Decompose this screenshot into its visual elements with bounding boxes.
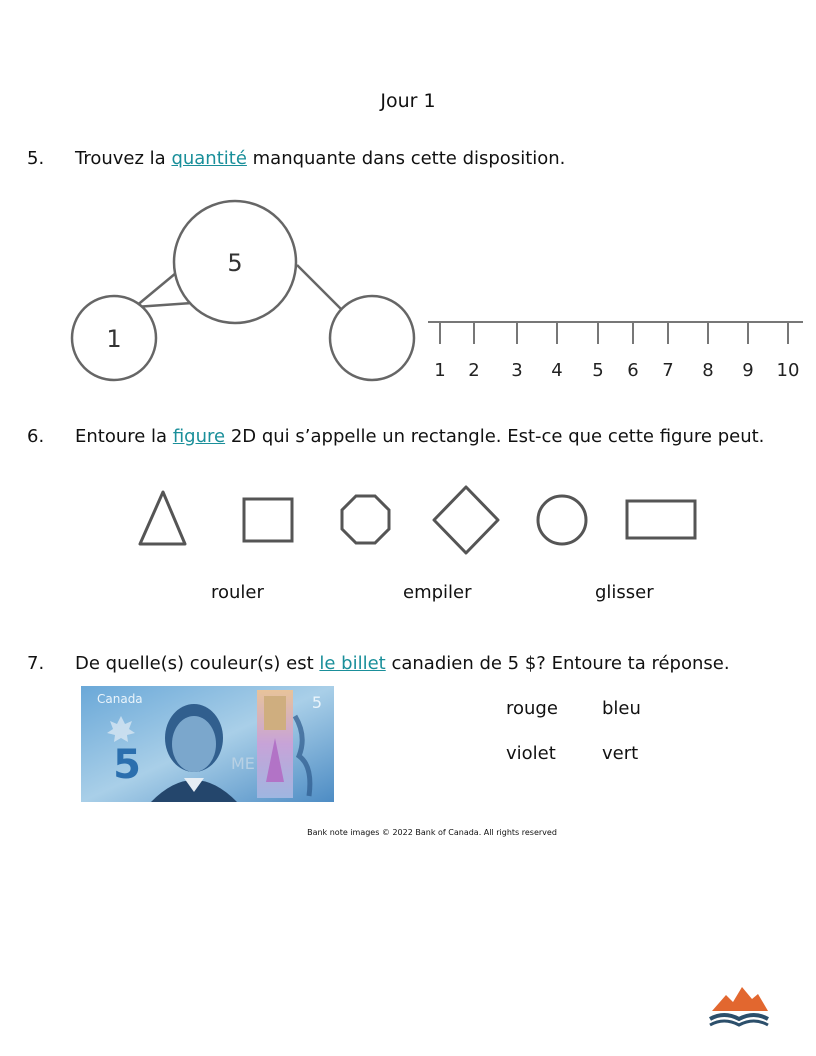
billet-link[interactable]: le billet — [319, 653, 386, 674]
rectangle-shape[interactable] — [627, 501, 695, 538]
option-vert[interactable]: vert — [602, 743, 639, 764]
banknote-corner-denomination: 5 — [311, 693, 323, 712]
question-6-text-after: 2D qui s’appelle un rectangle. Est-ce que cette figure peut. — [225, 426, 765, 447]
five-dollar-banknote — [81, 686, 334, 802]
question-5-text-after: manquante dans cette disposition. — [246, 148, 566, 169]
logo-mountains — [712, 987, 768, 1011]
figure-link[interactable]: figure — [172, 426, 226, 447]
option-rouge[interactable]: rouge — [506, 698, 558, 719]
bond-line-left — [135, 303, 192, 307]
logo-book-bottom — [710, 1021, 768, 1025]
option-glisser[interactable]: glisser — [595, 582, 654, 603]
banknote-country: Canada — [97, 692, 143, 706]
question-5-number: 5. — [27, 148, 45, 169]
question-5-text — [75, 148, 565, 169]
circle-shape[interactable] — [538, 496, 586, 544]
number-line-label: 5 — [592, 360, 604, 381]
question-6-text-before: Entoure la — [75, 426, 173, 447]
bond-part-value: 1 — [106, 325, 122, 353]
banknote-credit: Bank note images © 2022 Bank of Canada. All rights reserved — [307, 828, 557, 837]
option-rouler[interactable]: rouler — [211, 582, 264, 603]
option-empiler[interactable]: empiler — [403, 582, 472, 603]
banknote-watermark: ME — [231, 754, 255, 773]
number-line-label: 2 — [468, 360, 480, 381]
question-6-text — [75, 426, 764, 447]
question-7-number: 7. — [27, 653, 45, 674]
number-line-label: 8 — [702, 360, 714, 381]
diamond-shape[interactable] — [434, 487, 498, 553]
number-line-label: 6 — [627, 360, 639, 381]
number-line-label: 1 — [434, 360, 446, 381]
bond-missing-circle[interactable] — [330, 296, 414, 380]
question-7-text-after: canadien de 5 $? Entoure ta réponse. — [385, 653, 730, 674]
page-title: Jour 1 — [380, 90, 436, 112]
number-line — [425, 310, 810, 390]
portrait-face — [172, 716, 216, 772]
option-bleu[interactable]: bleu — [602, 698, 641, 719]
question-5-text-before: Trouvez la — [75, 148, 172, 169]
quantite-link[interactable]: quantité — [171, 148, 247, 169]
number-line-label: 10 — [776, 360, 800, 381]
bond-line-right — [297, 265, 343, 311]
number-bond-diagram — [60, 195, 430, 385]
question-7-text — [75, 653, 730, 674]
number-line-label: 4 — [551, 360, 563, 381]
question-6-number: 6. — [27, 426, 45, 447]
octagon-shape[interactable] — [342, 496, 389, 543]
triangle-shape[interactable] — [140, 492, 185, 544]
logo-book-top — [710, 1015, 768, 1019]
number-line-label: 7 — [662, 360, 674, 381]
number-line-label: 3 — [511, 360, 523, 381]
strip-portrait — [264, 696, 286, 730]
question-7-text-before: De quelle(s) couleur(s) est — [75, 653, 320, 674]
banknote-denomination: 5 — [113, 742, 141, 788]
bond-whole-value: 5 — [227, 249, 243, 277]
option-violet[interactable]: violet — [506, 743, 556, 764]
number-line-label: 9 — [742, 360, 754, 381]
square-shape[interactable] — [244, 499, 292, 541]
shapes-row — [130, 480, 710, 565]
mountain-book-icon — [706, 985, 772, 1029]
